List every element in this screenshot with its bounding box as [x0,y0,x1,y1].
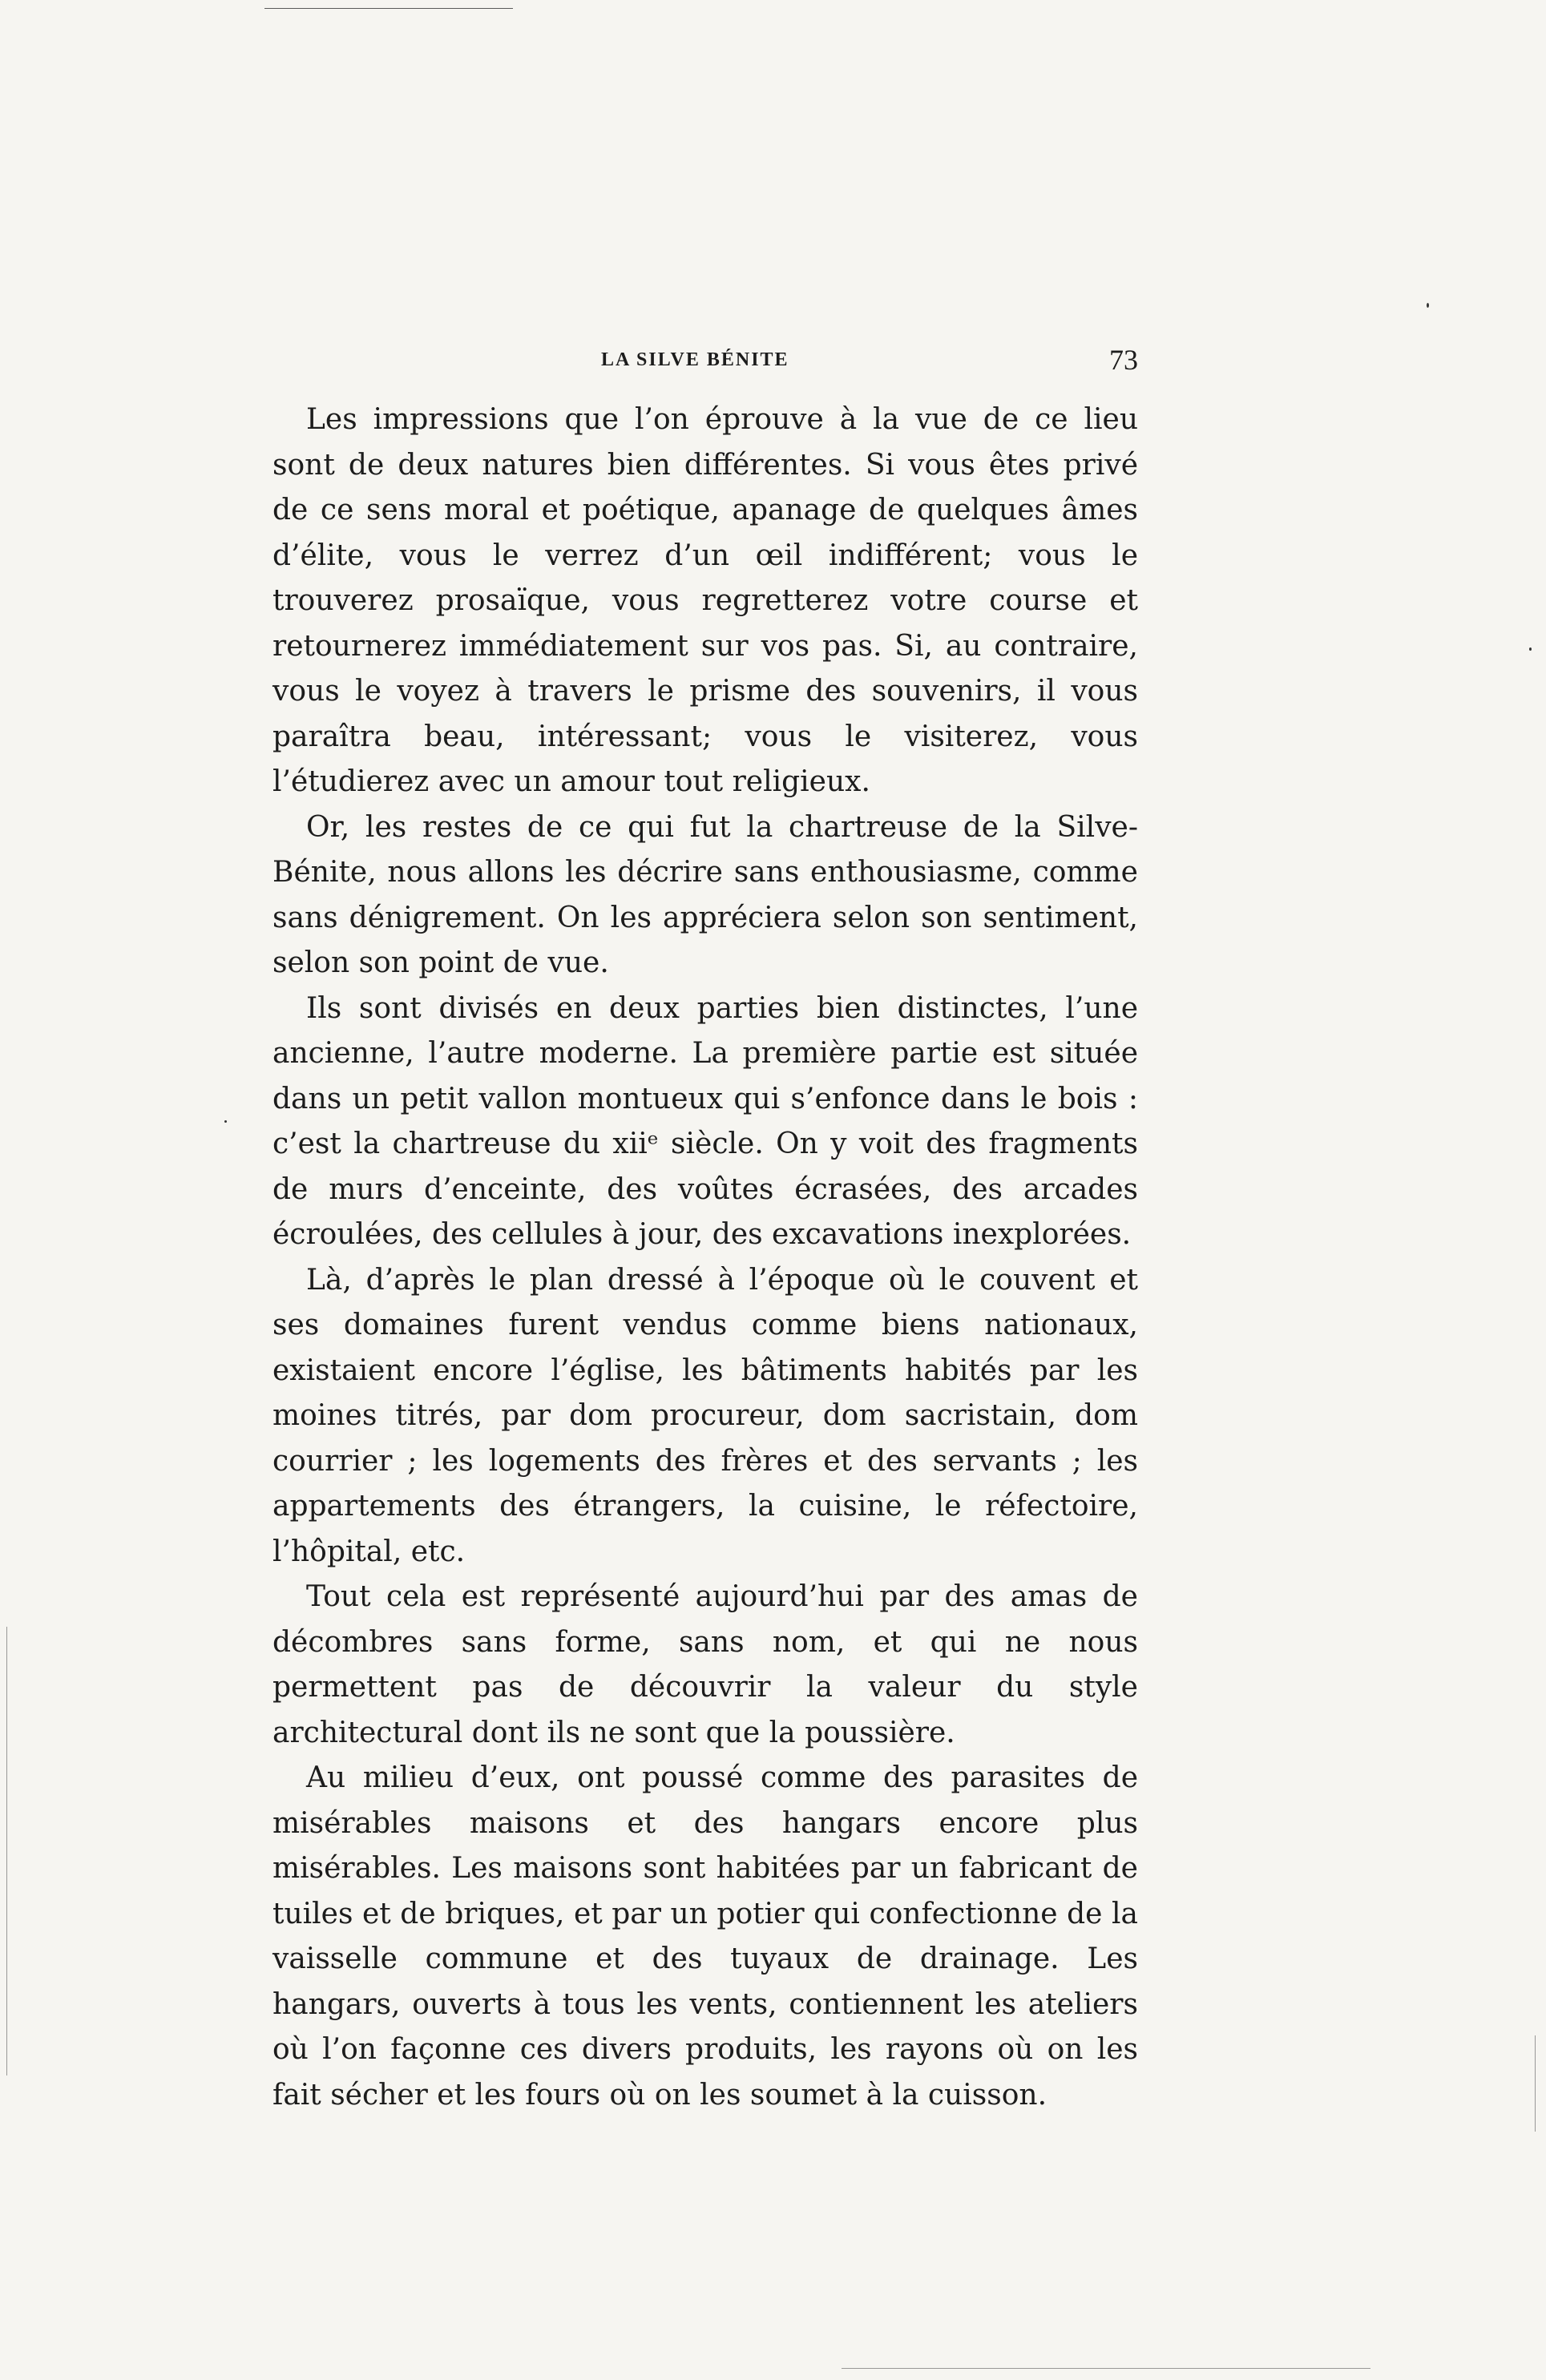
scan-speck [1427,303,1429,308]
scan-edge-top [264,8,513,9]
body-text [272,397,1138,2118]
scan-speck [224,1120,227,1123]
paragraph: Au milieu d’eux, ont poussé comme des parasites de misérables maisons et des hangars encore plus misérables. Les maisons sont habitées par un fabricant de tuiles et de briques, et par un potier qui confectionne de la vaisselle commune et des tuyaux de drainage. Les hangars, ouverts à tous les vents, contiennent les ateliers où l’on façonne ces divers produits, les rayons où on les fait sécher et les fours où on les soumet à la cuisson. [272,1761,1138,2112]
page-number: 73 [1109,344,1138,376]
paragraph: Les impressions que l’on éprouve à la vue de ce lieu sont de deux natures bien différentes. Si vous êtes privé de ce sens moral et poétique, apanage de quelques âmes d’élite, vous le verrez d’un œil indifférent; vous le trouverez prosaïque, vous regretterez votre course et retournerez immédiatement sur vos pas. Si, au contraire, vous le voyez à travers le prisme des souvenirs, il vous paraîtra beau, intéressant; vous le visiterez, vous l’étudierez avec un amour tout religieux. [272,403,1138,798]
paragraph: Là, d’après le plan dressé à l’époque où le couvent et ses domaines furent vendus comme biens nationaux, existaient encore l’église, les bâtiments habités par les moines titrés, par dom procureur, dom sacristain, dom courrier ; les logements des frères et des servants ; les appartements des étrangers, la cuisine, le réfectoire, l’hôpital, etc. [272,1263,1138,1568]
paragraph: Ils sont divisés en deux parties bien distinctes, l’une ancienne, l’autre moderne. La première partie est située dans un petit vallon montueux qui s’enfonce dans le bois : c’est la chartreuse du xiiᵉ siècle. On y voit des fragments de murs d’enceinte, des voûtes écrasées, des arcades écroulées, des cellules à jour, des excavations inexplorées. [272,991,1138,1251]
scan-edge-bottom [842,2368,1370,2369]
scan-edge-right [1535,2035,1536,2132]
scan-edge-left [6,1627,7,2075]
paragraph: Tout cela est représenté aujourd’hui par des amas de décombres sans forme, sans nom, et qui ne nous permettent pas de découvrir la valeur du style architectural dont ils ne sont que la poussière. [272,1580,1138,1749]
page-header [272,343,1138,383]
paragraph: Or, les restes de ce qui fut la chartreuse de la Silve-Bénite, nous allons les décrire sans enthousiasme, comme sans dénigrement. On les appréciera selon son sentiment, selon son point de vue. [272,810,1138,979]
running-title: LA SILVE BÉNITE [601,349,789,370]
scan-speck [1529,647,1532,651]
